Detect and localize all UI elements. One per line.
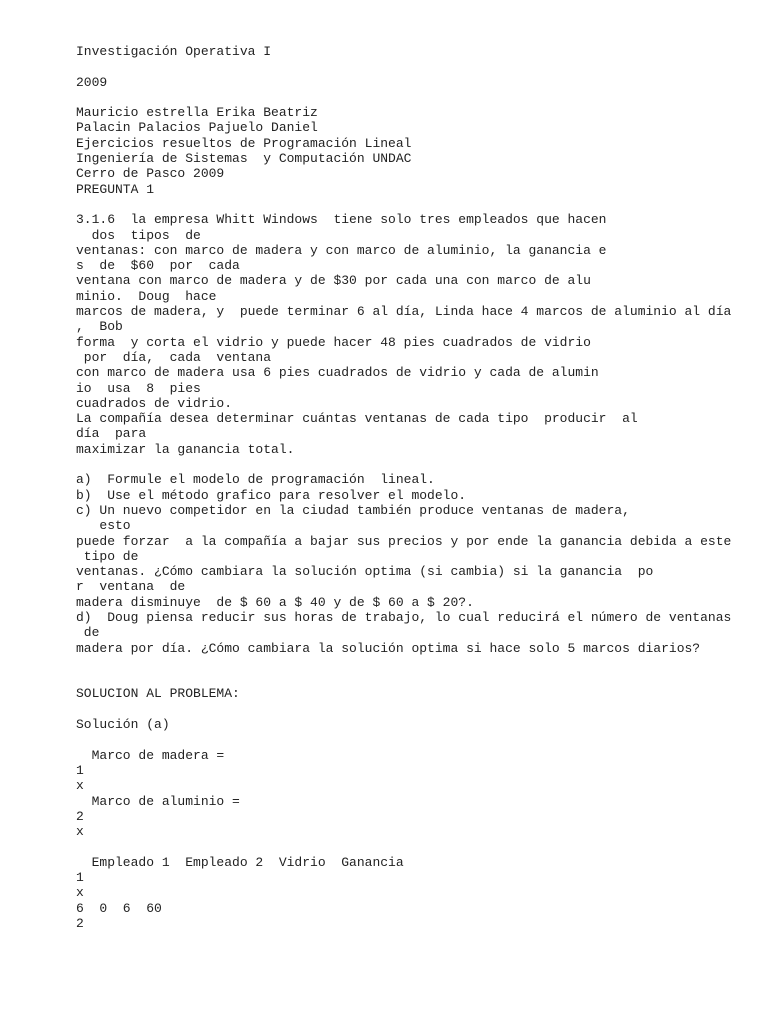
spacer — [76, 197, 736, 212]
question-line: d) Doug piensa reducir sus horas de trabajo, lo cual reducirá el número de ventanas — [76, 609, 732, 625]
problem-line: s de $60 por cada — [76, 258, 240, 274]
problem-line: por día, cada ventana — [76, 349, 272, 365]
problem-line: minio. Doug hace — [76, 288, 217, 304]
problem-line: marcos de madera, y puede terminar 6 al día, Linda hace 4 marcos de aluminio al día — [76, 304, 732, 320]
spacer — [76, 656, 736, 671]
variable-line: Marco de madera = — [76, 747, 225, 763]
year: 2009 — [76, 74, 108, 90]
table-row: 6 0 6 60 — [76, 900, 162, 916]
question-label: PREGUNTA 1 — [76, 181, 155, 197]
problem-line: dos tipos de — [76, 227, 201, 243]
problem-line: día para — [76, 426, 147, 442]
info-line: Mauricio estrella Erika Beatriz — [76, 105, 318, 121]
document-page — [76, 44, 736, 931]
question-line: ventanas. ¿Cómo cambiara la solución optima (si cambia) si la ganancia po — [76, 564, 654, 580]
author-info-block — [76, 105, 736, 197]
variables-block — [76, 748, 736, 840]
table-line: 2 — [76, 915, 84, 931]
variable-line: x — [76, 824, 84, 840]
spacer — [76, 732, 736, 747]
info-line: Palacin Palacios Pajuelo Daniel — [76, 120, 318, 136]
question-line: madera disminuye de $ 60 a $ 40 y de $ 60 a $ 20?. — [76, 594, 474, 610]
problem-line: La compañía desea determinar cuántas ventanas de cada tipo producir al — [76, 411, 638, 427]
question-line: r ventana de — [76, 579, 186, 595]
course-title: Investigación Operativa I — [76, 44, 272, 59]
variable-line: x — [76, 778, 84, 794]
spacer — [76, 457, 736, 472]
question-line: c) Un nuevo competidor en la ciudad también produce ventanas de madera, — [76, 502, 630, 518]
solution-heading: SOLUCION AL PROBLEMA: — [76, 686, 240, 702]
info-line: Ejercicios resueltos de Programación Lineal — [76, 135, 412, 151]
question-line: madera por día. ¿Cómo cambiara la solución optima si hace solo 5 marcos diarios? — [76, 640, 701, 656]
spacer — [76, 702, 736, 717]
spacer — [76, 671, 736, 686]
variable-line: 2 — [76, 808, 84, 824]
problem-line: forma y corta el vidrio y puede hacer 48 pies cuadrados de vidrio — [76, 334, 591, 350]
problem-line: ventana con marco de madera y de $30 por cada una con marco de alu — [76, 273, 591, 289]
problem-statement — [76, 212, 736, 457]
table-line: 1 — [76, 870, 84, 886]
variable-line: 1 — [76, 762, 84, 778]
info-line: Cerro de Pasco 2009 — [76, 166, 225, 182]
info-line: Ingeniería de Sistemas y Computación UNDAC — [76, 151, 412, 167]
table-header: Empleado 1 Empleado 2 Vidrio Ganancia — [76, 854, 404, 870]
question-line: de — [76, 625, 100, 641]
variable-line: Marco de aluminio = — [76, 793, 240, 809]
problem-line: , Bob — [76, 319, 123, 335]
solution-subheading: Solución (a) — [76, 717, 170, 733]
question-line: a) Formule el modelo de programación lineal. — [76, 472, 435, 488]
problem-line: ventanas: con marco de madera y con marco de aluminio, la ganancia e — [76, 242, 607, 258]
question-line: b) Use el método grafico para resolver el modelo. — [76, 487, 467, 503]
question-line: esto — [76, 518, 131, 534]
problem-line: con marco de madera usa 6 pies cuadrados de vidrio y cada de alumin — [76, 365, 599, 381]
spacer — [76, 90, 736, 105]
spacer — [76, 59, 736, 74]
problem-line: 3.1.6 la empresa Whitt Windows tiene solo tres empleados que hacen — [76, 212, 607, 228]
problem-line: cuadrados de vidrio. — [76, 395, 233, 411]
problem-line: io usa 8 pies — [76, 380, 201, 396]
table-line: x — [76, 885, 84, 901]
question-line: tipo de — [76, 548, 139, 564]
data-table-block — [76, 855, 736, 931]
spacer — [76, 839, 736, 854]
problem-line: maximizar la ganancia total. — [76, 441, 295, 457]
questions-list — [76, 472, 736, 656]
question-line: puede forzar a la compañía a bajar sus precios y por ende la ganancia debida a este — [76, 533, 732, 549]
